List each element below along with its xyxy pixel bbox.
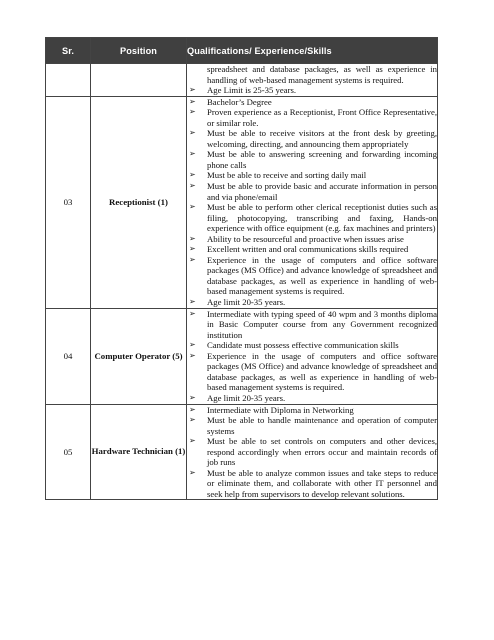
arrow-bullet-icon: ➢ xyxy=(189,404,196,414)
list-item xyxy=(187,351,437,393)
table-header xyxy=(46,38,438,64)
arrow-bullet-icon: ➢ xyxy=(189,308,196,318)
qualification-text: Experience in the usage of computers and office software packages (MS Office) and advance knowledge of spreadsheet and database packages, as well as experience in handling of web-based management systems is required. xyxy=(207,254,437,297)
qualifications-cell xyxy=(187,64,438,97)
list-item xyxy=(187,393,437,404)
qualification-text: Age Limit is 25-35 years. xyxy=(207,85,297,96)
list-item xyxy=(187,85,437,96)
arrow-bullet-icon: ➢ xyxy=(189,467,196,477)
position-title xyxy=(91,64,187,97)
position-title: Computer Operator (5) xyxy=(91,308,187,404)
qualification-text: Ability to be resourceful and proactive when issues arise xyxy=(207,233,404,244)
qualification-list xyxy=(187,309,437,404)
qualification-text: Must be able to handle maintenance and operation of computer systems xyxy=(207,415,437,436)
list-item xyxy=(187,64,437,85)
list-item xyxy=(187,107,437,128)
qualification-text: Excellent written and oral communications skills required xyxy=(207,244,409,255)
qualification-list xyxy=(187,405,437,500)
qualification-text: Proven experience as a Receptionist, Front Office Representative, or similar role. xyxy=(207,107,437,128)
list-item xyxy=(187,244,437,255)
position-title: Hardware Technician (1) xyxy=(91,404,187,500)
list-item xyxy=(187,149,437,170)
qualification-text: spreadsheet and database packages, as well as experience in handling of web-based management systems is required. xyxy=(207,64,437,85)
list-item xyxy=(187,128,437,149)
header-position: Position xyxy=(91,38,187,64)
arrow-bullet-icon: ➢ xyxy=(189,107,196,117)
table-row xyxy=(46,96,438,308)
qualification-text: Bachelor’s Degree xyxy=(207,96,272,107)
positions-table xyxy=(45,37,438,500)
arrow-bullet-icon: ➢ xyxy=(189,340,196,350)
list-item xyxy=(187,340,437,351)
arrow-bullet-icon: ➢ xyxy=(189,85,196,95)
arrow-bullet-icon: ➢ xyxy=(189,128,196,138)
qualification-text: Must be able to answering screening and forwarding incoming phone calls xyxy=(207,149,437,170)
qualification-text: Must be able to receive and sorting daily mail xyxy=(207,170,367,181)
table-body xyxy=(46,64,438,500)
qualifications-cell xyxy=(187,308,438,404)
qualification-text: Must be able to analyze common issues and take steps to reduce or eliminate them, and collaborate with other IT personnel and seek help from supervisors to develop relevant solutions. xyxy=(207,467,437,499)
qualification-text: Intermediate with Diploma in Networking xyxy=(207,404,354,415)
serial-number xyxy=(46,64,91,97)
qualification-text: Intermediate with typing speed of 40 wpm and 3 months diploma in Basic Computer course from any Government recognized institution xyxy=(207,308,437,340)
qualification-list xyxy=(187,97,437,308)
qualifications-cell xyxy=(187,404,438,500)
serial-number: 05 xyxy=(46,404,91,500)
list-item xyxy=(187,202,437,234)
qualification-text: Must be able to receive visitors at the front desk by greeting, welcoming, directing, and announcing them appropriately xyxy=(207,128,437,149)
arrow-bullet-icon: ➢ xyxy=(189,436,196,446)
position-title: Receptionist (1) xyxy=(91,96,187,308)
list-item xyxy=(187,255,437,297)
arrow-bullet-icon: ➢ xyxy=(189,244,196,254)
list-item xyxy=(187,297,437,308)
table-row xyxy=(46,404,438,500)
qualification-text: Must be able to set controls on computers and other devices, respond accordingly when errors occur and maintain records of job runs xyxy=(207,436,437,468)
arrow-bullet-icon: ➢ xyxy=(189,181,196,191)
arrow-bullet-icon: ➢ xyxy=(189,202,196,212)
arrow-bullet-icon: ➢ xyxy=(189,170,196,180)
list-item xyxy=(187,234,437,245)
qualification-text: Candidate must possess effective communication skills xyxy=(207,340,399,351)
list-item xyxy=(187,415,437,436)
serial-number: 04 xyxy=(46,308,91,404)
arrow-bullet-icon: ➢ xyxy=(189,297,196,307)
qualification-text: Must be able to provide basic and accurate information in person and via phone/email xyxy=(207,181,437,202)
serial-number: 03 xyxy=(46,96,91,308)
list-item xyxy=(187,468,437,500)
arrow-bullet-icon: ➢ xyxy=(189,96,196,106)
list-item xyxy=(187,309,437,341)
arrow-bullet-icon: ➢ xyxy=(189,350,196,360)
qualification-text: Age limit 20-35 years. xyxy=(207,297,286,308)
table-row xyxy=(46,308,438,404)
arrow-bullet-icon: ➢ xyxy=(189,415,196,425)
qualification-text: Age limit 20-35 years. xyxy=(207,392,286,403)
arrow-bullet-icon: ➢ xyxy=(189,233,196,243)
qualifications-cell xyxy=(187,96,438,308)
list-item xyxy=(187,97,437,108)
list-item xyxy=(187,181,437,202)
arrow-bullet-icon: ➢ xyxy=(189,254,196,264)
qualification-list xyxy=(187,64,437,96)
header-qualifications: Qualifications/ Experience/Skills xyxy=(187,38,438,64)
list-item xyxy=(187,170,437,181)
table-row xyxy=(46,64,438,97)
arrow-bullet-icon: ➢ xyxy=(189,392,196,402)
qualification-text: Must be able to perform other clerical receptionist duties such as filing, photocopying, transcribing and faxing, Hands-on experience with office equipment (e.g. fax machines and printers) xyxy=(207,202,437,234)
arrow-bullet-icon: ➢ xyxy=(189,149,196,159)
list-item xyxy=(187,405,437,416)
qualification-text: Experience in the usage of computers and office software packages (MS Office) and advance knowledge of spreadsheet and database packages, as well as experience in handling of web-based management systems is required. xyxy=(207,350,437,393)
header-sr: Sr. xyxy=(46,38,91,64)
list-item xyxy=(187,436,437,468)
